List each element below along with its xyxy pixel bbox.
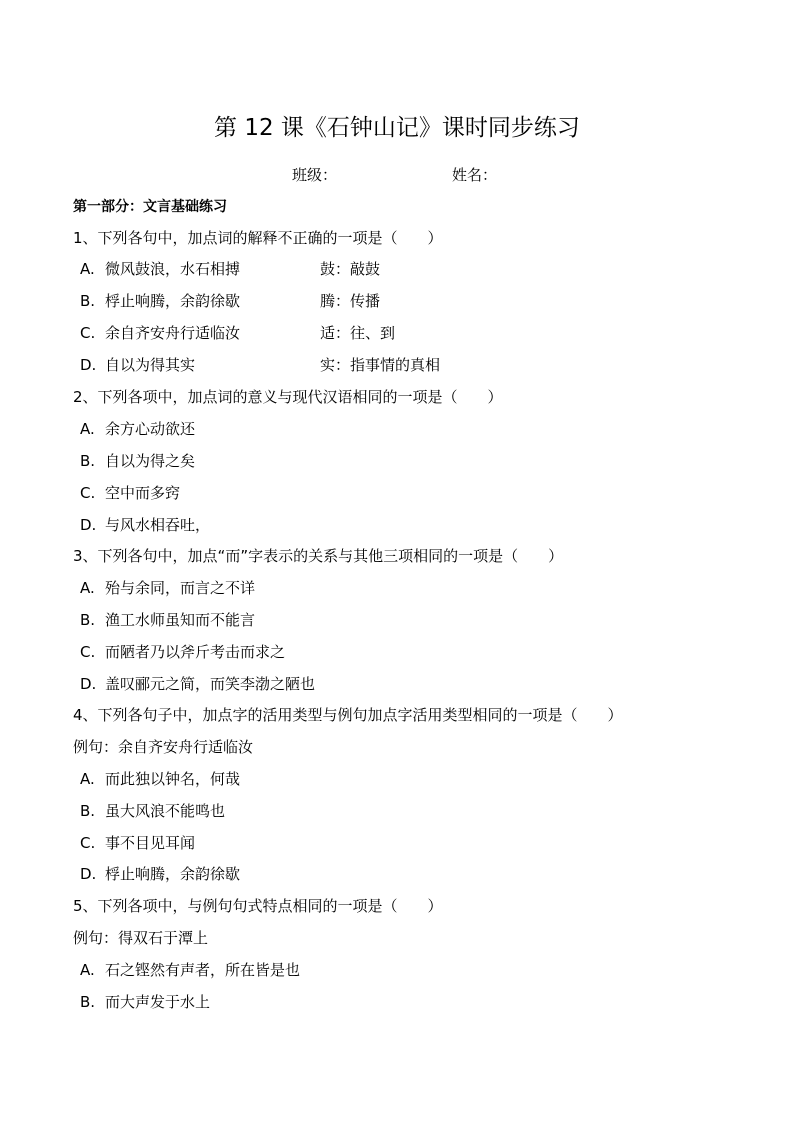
option-text: 而大声发于水上: [105, 993, 211, 1011]
option-letter: B.: [80, 611, 96, 629]
question-3-option-a: [80, 577, 255, 599]
option-text: 桴止响腾，余韵徐歇: [105, 292, 241, 310]
question-4-option-c: [80, 832, 195, 854]
page-title: 第 12 课《石钟山记》课时同步练习: [214, 115, 580, 141]
option-text: 与风水相吞吐，: [105, 516, 211, 534]
class-label: 班级：: [292, 166, 338, 184]
section-heading: 第一部分：文言基础练习: [73, 199, 227, 215]
option-text: 殆与余同，而言之不详: [105, 579, 256, 597]
question-3-option-d: [80, 673, 315, 695]
option-letter: B.: [80, 802, 96, 820]
option-letter: B.: [80, 993, 96, 1011]
question-1-option-b: [80, 290, 381, 312]
option-explanation: 腾：传播: [320, 292, 381, 310]
question-4-option-a: [80, 768, 240, 790]
option-letter: D.: [80, 675, 97, 693]
name-label: 姓名：: [452, 166, 498, 184]
option-letter: D.: [80, 865, 97, 883]
question-1-stem: 1、下列各句中，加点词的解释不正确的一项是（ ）: [73, 229, 443, 247]
option-text: 自以为得其实: [105, 356, 196, 374]
option-letter: D.: [80, 516, 97, 534]
question-2-option-d: [80, 514, 210, 536]
option-explanation: 实：指事情的真相: [320, 356, 441, 374]
option-letter: A.: [80, 260, 95, 278]
question-4-option-b: [80, 800, 225, 822]
question-5-option-b: [80, 991, 210, 1013]
option-text: 桴止响腾，余韵徐歇: [105, 865, 241, 883]
option-text: 石之铿然有声者，所在皆是也: [105, 961, 301, 979]
option-text: 渔工水师虽知而不能言: [105, 611, 256, 629]
question-5-example: 例句：得双石于潭上: [73, 929, 209, 947]
option-text: 微风鼓浪，水石相搏: [105, 260, 241, 278]
question-2-option-c: [80, 482, 180, 504]
option-letter: A.: [80, 579, 95, 597]
question-1-option-a: [80, 258, 381, 280]
question-3-option-c: [80, 641, 285, 663]
option-letter: C.: [80, 643, 96, 661]
option-letter: B.: [80, 292, 96, 310]
option-letter: C.: [80, 484, 96, 502]
option-letter: B.: [80, 452, 96, 470]
option-explanation: 鼓：敲鼓: [320, 260, 381, 278]
option-text: 空中而多窍: [105, 484, 181, 502]
question-5-stem: 5、下列各项中，与例句句式特点相同的一项是（ ）: [73, 897, 443, 915]
option-text: 余方心动欲还: [105, 420, 196, 438]
question-4-example: 例句：余自齐安舟行适临汝: [73, 738, 254, 756]
option-text: 事不目见耳闻: [105, 834, 196, 852]
option-text: 余自齐安舟行适临汝: [105, 324, 241, 342]
question-3-stem: 3、下列各句中，加点“而”字表示的关系与其他三项相同的一项是（ ）: [73, 547, 564, 565]
question-1-option-d: [80, 354, 441, 376]
question-1-option-c: [80, 322, 396, 344]
option-explanation: 适：往、到: [320, 324, 396, 342]
question-2-stem: 2、下列各项中，加点词的意义与现代汉语相同的一项是（ ）: [73, 388, 503, 406]
question-2-option-a: [80, 418, 195, 440]
option-text: 自以为得之矣: [105, 452, 196, 470]
option-letter: C.: [80, 834, 96, 852]
question-4-stem: 4、下列各句子中，加点字的活用类型与例句加点字活用类型相同的一项是（ ）: [73, 706, 623, 724]
option-letter: C.: [80, 324, 96, 342]
option-text: 虽大风浪不能鸣也: [105, 802, 226, 820]
question-4-option-d: [80, 863, 240, 885]
option-text: 而陋者乃以斧斤考击而求之: [105, 643, 286, 661]
option-letter: A.: [80, 420, 95, 438]
option-letter: D.: [80, 356, 97, 374]
option-letter: A.: [80, 961, 95, 979]
question-3-option-b: [80, 609, 255, 631]
question-5-option-a: [80, 959, 300, 981]
option-text: 盖叹郦元之简，而笑李渤之陋也: [105, 675, 316, 693]
option-text: 而此独以钟名，何哉: [105, 770, 241, 788]
option-letter: A.: [80, 770, 95, 788]
question-2-option-b: [80, 450, 195, 472]
